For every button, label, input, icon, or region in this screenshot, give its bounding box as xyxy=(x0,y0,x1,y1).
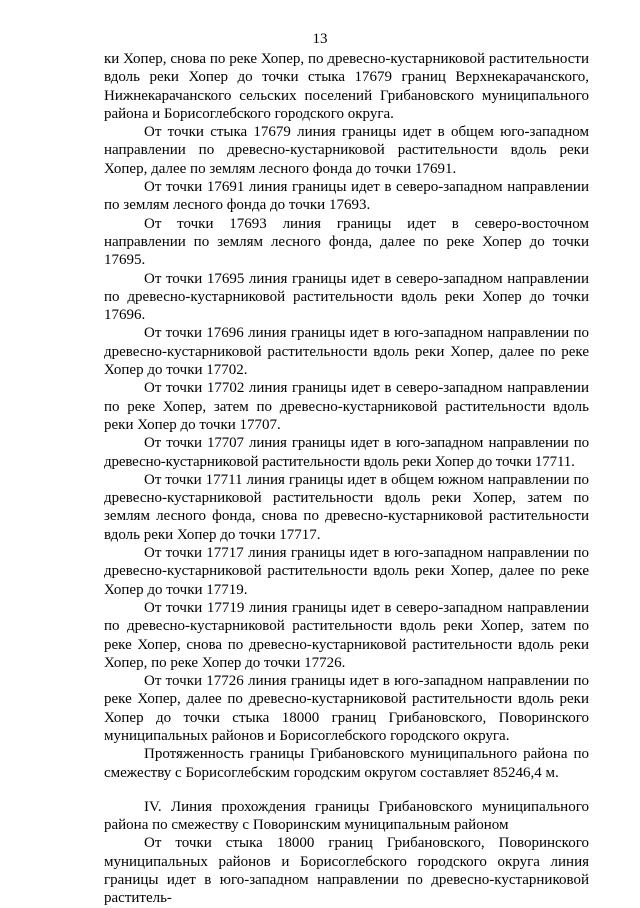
paragraph-total-length: Протяженность границы Грибановского муниципального района по смежеству с Борисоглебским городским округом составляет 85246,4 м. xyxy=(104,746,589,781)
paragraph: От точки 17695 линия границы идет в северо-западном направлении по древесно-кустарниковой растительности вдоль реки Хопер до точки 17696. xyxy=(104,270,589,324)
paragraph: От точки стыка 17679 линия границы идет в общем юго-западном направлении по древесно-кустарниковой растительности вдоль реки Хопер, далее по землям лесного фонда до точки 17691. xyxy=(104,124,589,177)
paragraph: От точки 17691 линия границы идет в северо-западном направлении по землям лесного фонда до точки 17693. xyxy=(104,179,589,214)
paragraph: От точки 17696 линия границы идет в юго-западном направлении по древесно-кустарниковой растительности вдоль реки Хопер, далее по реке Хопер до точки 17702. xyxy=(104,325,589,379)
paragraph: От точки 17717 линия границы идет в юго-западном направлении по древесно-кустарниковой растительности вдоль реки Хопер, далее по реке Хопер до точки 17719. xyxy=(104,545,589,598)
paragraph: От точки 17711 линия границы идет в общем южном направлении по древесно-кустарниковой растительности вдоль реки Хопер, затем по землям лесного фонда, снова по древесно-кустарниковой растительности вдоль реки Хопер до точки 17717. xyxy=(104,471,589,543)
paragraph: От точки 17702 линия границы идет в северо-западном направлении по реке Хопер, затем по древесно-кустарниковой растительности вдоль реки Хопер до точки 17707. xyxy=(104,380,589,433)
document-body xyxy=(104,50,589,908)
page-number: 13 xyxy=(312,31,328,47)
section-paragraph: От точки стыка 18000 границ Грибановского, Поворинского муниципальных районов и Борисоглебского городского округа линия границы идет в юго-западном направлении по древесно-кустарниковой раститель- xyxy=(104,835,589,907)
paragraph-continuation: ки Хопер, снова по реке Хопер, по древесно-кустарниковой растительности вдоль реки Хопер до точки стыка 17679 границ Верхнекарачанского, Нижнекарачанского сельских поселений Грибановского муниципального района и Борисоглебского городского округа. xyxy=(104,51,589,122)
paragraph: От точки 17693 линия границы идет в северо-восточном направлении по землям лесного фонда, далее по реке Хопер до точки 17695. xyxy=(104,215,589,269)
paragraph: От точки 17719 линия границы идет в северо-западном направлении по древесно-кустарниковой растительности вдоль реки Хопер, затем по реке Хопер, снова по древесно-кустарниковой растительности вдоль реки Хопер, по реке Хопер до точки 17726. xyxy=(104,599,589,671)
paragraph: От точки 17726 линия границы идет в юго-западном направлении по реке Хопер, далее по древесно-кустарниковой растительности вдоль реки Хопер до точки стыка 18000 границ Грибановского, Поворинского муниципальных районов и Борисоглебского городского округа. xyxy=(104,673,589,744)
section-heading: IV. Линия прохождения границы Грибановского муниципального района по смежеству с Поворинским муниципальным районом xyxy=(104,798,589,834)
paragraph: От точки 17707 линия границы идет в юго-западном направлении по древесно-кустарниковой растительности вдоль реки Хопер до точки 17711. xyxy=(104,435,589,470)
